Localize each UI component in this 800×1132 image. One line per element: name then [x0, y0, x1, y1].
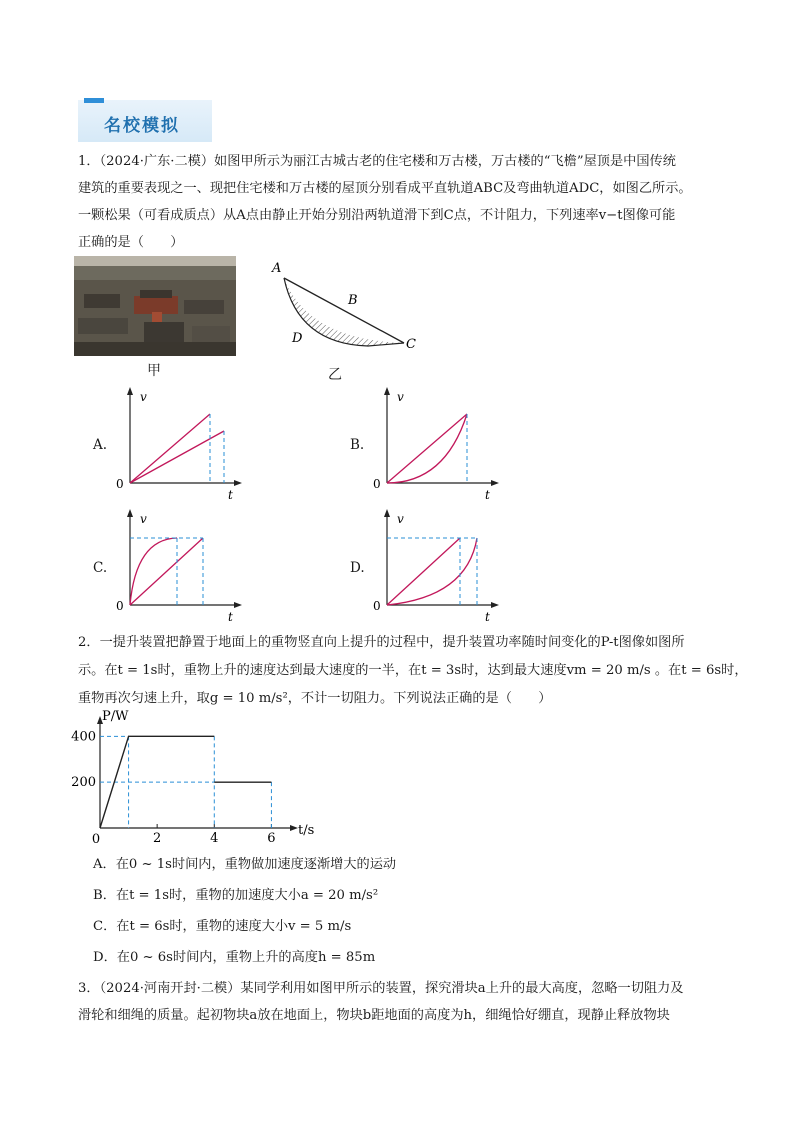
x-tick-label: 4 [210, 831, 219, 846]
q2-option-d: D．在0 ~ 6s时间内，重物上升的高度h = 85m [93, 950, 376, 965]
x-axis-arrow [290, 825, 298, 831]
x-tick-label: 6 [267, 831, 276, 846]
curve-straight-track [130, 414, 210, 483]
curve-straight-track [130, 538, 203, 605]
q3-line-1: 3．（2024·河南开封·二模）某同学利用如图甲所示的装置，探究滑块a上升的最大高度，忽略一切阻力及 [78, 981, 684, 996]
t-axis-label: t [485, 610, 490, 624]
vt-graph-d [367, 507, 507, 625]
q1-line-2: 建筑的重要表现之一、现把住宅楼和万古楼的屋顶分别看成平直轨道ABC及弯曲轨道ADC，如图乙所示。 [78, 181, 692, 196]
point-d-label: D [292, 331, 303, 346]
point-b-label: B [348, 293, 358, 308]
origin-label: 0 [373, 477, 381, 491]
option-a-label: A. [93, 437, 108, 453]
q1-line-1: 1．（2024·广东·二模）如图甲所示为丽江古城古老的住宅楼和万古楼，万古楼的“飞檐”屋顶是中国传统 [78, 154, 676, 169]
curve-curved-track [130, 538, 177, 605]
v-axis-label: v [397, 390, 404, 404]
point-c-label: C [406, 337, 416, 352]
q2-line-3: 重物再次匀速上升，取g = 10 m/s²，不计一切阻力。下列说法正确的是（ ） [78, 691, 552, 706]
y-tick-label: 400 [71, 729, 96, 745]
vt-graph-c [110, 507, 250, 625]
q2-option-c: C．在t = 6s时，重物的速度大小v = 5 m/s [93, 919, 352, 934]
q2-line-1: 2．一提升装置把静置于地面上的重物竖直向上提升的过程中，提升装置功率随时间变化的P-t图像如图所 [78, 635, 685, 650]
v-axis-label: v [140, 512, 147, 526]
q3-line-2: 滑轮和细绳的质量。起初物块a放在地面上，物块b距地面的高度为h，细绳恰好绷直，现静止释放物块 [78, 1008, 670, 1023]
section-banner-accent [84, 98, 104, 103]
q2-option-a: A．在0 ~ 1s时间内，重物做加速度逐渐增大的运动 [93, 857, 397, 872]
t-axis-label: t [228, 488, 233, 502]
option-d-label: D. [350, 560, 365, 576]
origin-label: 0 [373, 599, 381, 613]
curve-straight-track [387, 538, 460, 605]
v-axis-label: v [140, 390, 147, 404]
x-tick-label: 2 [153, 831, 162, 846]
curve-curved-track [387, 538, 477, 605]
x-axis-label: t/s [298, 823, 315, 838]
figure-b-caption: 乙 [328, 367, 342, 383]
figure-a-caption: 甲 [147, 363, 161, 379]
v-axis-label: v [397, 512, 404, 526]
y-tick-label: 200 [71, 775, 96, 791]
q1-line-3: 一颗松果（可看成质点）从A点由静止开始分别沿两轨道滑下到C点，不计阻力，下列速率v−t图像可能 [78, 208, 676, 223]
ancient-town-photo [74, 256, 236, 356]
vt-graph-b [367, 385, 507, 503]
track-diagram [268, 258, 428, 358]
origin-label: 0 [116, 477, 124, 491]
t-axis-label: t [485, 488, 490, 502]
q2-option-b: B．在t = 1s时，重物的加速度大小a = 20 m/s² [93, 888, 379, 903]
vt-graph-a [110, 385, 250, 503]
q2-line-2: 示。在t = 1s时，重物上升的速度达到最大速度的一半，在t = 3s时，达到最大速度vm = 20 m/s 。在t = 6s时， [78, 663, 748, 678]
y-axis-label: P/W [102, 709, 129, 724]
option-b-label: B. [350, 437, 365, 453]
point-a-label: A [272, 261, 282, 276]
origin-label: 0 [116, 599, 124, 613]
origin-label: 0 [91, 832, 101, 847]
t-axis-label: t [228, 610, 233, 624]
option-c-label: C. [93, 560, 108, 576]
section-title: 名校模拟 [104, 116, 180, 136]
power-time-chart [68, 709, 315, 847]
q1-line-4: 正确的是（ ） [78, 235, 184, 250]
